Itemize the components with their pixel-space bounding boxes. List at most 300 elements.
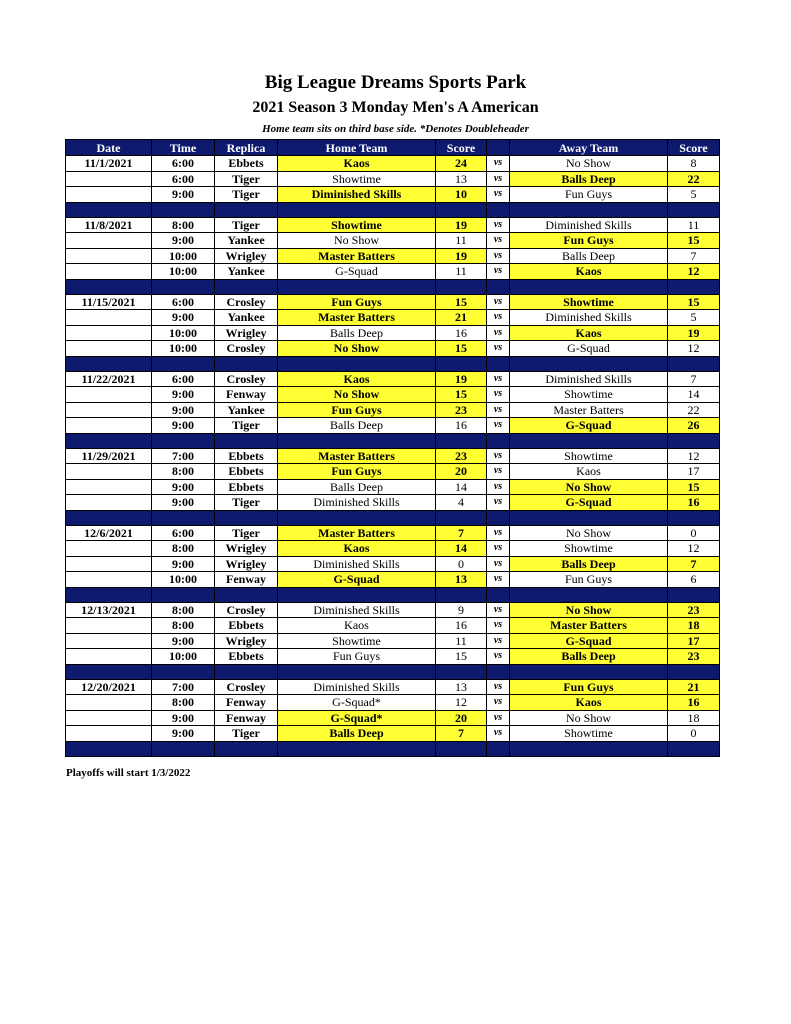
date-cell xyxy=(66,572,152,588)
separator-cell xyxy=(510,510,668,525)
table-row xyxy=(66,556,720,572)
time-cell: 10:00 xyxy=(152,325,215,341)
table-row xyxy=(66,495,720,511)
column-header-replica: Replica xyxy=(215,140,278,156)
home-score-cell: 15 xyxy=(436,294,487,310)
date-cell xyxy=(66,710,152,726)
time-cell: 6:00 xyxy=(152,294,215,310)
field-cell: Crosley xyxy=(215,294,278,310)
field-cell: Ebbets xyxy=(215,464,278,480)
away-team-cell: Kaos xyxy=(510,464,668,480)
home-score-cell: 19 xyxy=(436,371,487,387)
column-header-vs xyxy=(487,140,510,156)
date-cell xyxy=(66,418,152,434)
vs-label: vs xyxy=(487,325,510,341)
away-score-cell: 21 xyxy=(668,679,720,695)
vs-label: vs xyxy=(487,633,510,649)
home-score-cell: 14 xyxy=(436,479,487,495)
field-cell: Fenway xyxy=(215,695,278,711)
vs-label: vs xyxy=(487,264,510,280)
home-team-cell: Kaos xyxy=(278,541,436,557)
home-team-cell: Balls Deep xyxy=(278,418,436,434)
vs-label: vs xyxy=(487,572,510,588)
vs-label: vs xyxy=(487,695,510,711)
date-cell: 11/29/2021 xyxy=(66,448,152,464)
away-score-cell: 23 xyxy=(668,602,720,618)
date-cell xyxy=(66,248,152,264)
separator-cell xyxy=(487,433,510,448)
field-cell: Yankee xyxy=(215,310,278,326)
away-team-cell: Master Batters xyxy=(510,618,668,634)
vs-label: vs xyxy=(487,726,510,742)
separator-cell xyxy=(66,356,152,371)
separator-cell xyxy=(510,433,668,448)
table-row xyxy=(66,248,720,264)
vs-label: vs xyxy=(487,248,510,264)
column-header-date: Date xyxy=(66,140,152,156)
week-separator-row xyxy=(66,741,720,756)
home-score-cell: 11 xyxy=(436,233,487,249)
vs-label: vs xyxy=(487,418,510,434)
separator-cell xyxy=(487,279,510,294)
away-team-cell: G-Squad xyxy=(510,495,668,511)
page-title: Big League Dreams Sports Park xyxy=(264,72,527,93)
home-score-cell: 16 xyxy=(436,618,487,634)
away-team-cell: Fun Guys xyxy=(510,233,668,249)
vs-label: vs xyxy=(487,341,510,357)
date-cell xyxy=(66,387,152,403)
home-score-cell: 15 xyxy=(436,341,487,357)
table-row xyxy=(66,187,720,203)
separator-cell xyxy=(668,279,720,294)
away-score-cell: 7 xyxy=(668,556,720,572)
away-team-cell: Fun Guys xyxy=(510,679,668,695)
table-row xyxy=(66,525,720,541)
home-score-cell: 7 xyxy=(436,726,487,742)
field-cell: Wrigley xyxy=(215,248,278,264)
home-team-cell: G-Squad xyxy=(278,264,436,280)
schedule-table xyxy=(65,139,720,757)
away-team-cell: Balls Deep xyxy=(510,556,668,572)
vs-label: vs xyxy=(487,602,510,618)
table-row xyxy=(66,217,720,233)
home-team-cell: G-Squad* xyxy=(278,710,436,726)
time-cell: 6:00 xyxy=(152,525,215,541)
column-header-home-team: Home Team xyxy=(278,140,436,156)
vs-label: vs xyxy=(487,541,510,557)
table-row xyxy=(66,371,720,387)
away-score-cell: 12 xyxy=(668,448,720,464)
separator-cell xyxy=(436,433,487,448)
schedule-body xyxy=(66,156,720,757)
date-cell xyxy=(66,341,152,357)
vs-label: vs xyxy=(487,556,510,572)
date-cell xyxy=(66,495,152,511)
separator-cell xyxy=(278,202,436,217)
away-score-cell: 0 xyxy=(668,525,720,541)
separator-cell xyxy=(215,510,278,525)
home-score-cell: 11 xyxy=(436,633,487,649)
date-cell xyxy=(66,541,152,557)
field-cell: Tiger xyxy=(215,187,278,203)
separator-cell xyxy=(278,279,436,294)
home-score-cell: 7 xyxy=(436,525,487,541)
date-cell xyxy=(66,402,152,418)
home-team-cell: Fun Guys xyxy=(278,294,436,310)
vs-label: vs xyxy=(487,679,510,695)
home-score-cell: 15 xyxy=(436,649,487,665)
home-team-cell: Diminished Skills xyxy=(278,602,436,618)
separator-cell xyxy=(66,587,152,602)
separator-cell xyxy=(487,510,510,525)
table-row xyxy=(66,710,720,726)
week-separator-row xyxy=(66,587,720,602)
time-cell: 9:00 xyxy=(152,387,215,403)
table-row xyxy=(66,479,720,495)
separator-cell xyxy=(215,741,278,756)
vs-label: vs xyxy=(487,156,510,172)
vs-label: vs xyxy=(487,310,510,326)
away-score-cell: 22 xyxy=(668,402,720,418)
away-team-cell: Kaos xyxy=(510,264,668,280)
away-score-cell: 15 xyxy=(668,294,720,310)
home-team-cell: Kaos xyxy=(278,371,436,387)
away-team-cell: No Show xyxy=(510,710,668,726)
separator-cell xyxy=(215,433,278,448)
away-team-cell: Balls Deep xyxy=(510,649,668,665)
table-row xyxy=(66,695,720,711)
away-score-cell: 26 xyxy=(668,418,720,434)
date-cell xyxy=(66,171,152,187)
separator-cell xyxy=(668,510,720,525)
time-cell: 10:00 xyxy=(152,341,215,357)
separator-cell xyxy=(487,202,510,217)
separator-cell xyxy=(66,433,152,448)
week-separator-row xyxy=(66,664,720,679)
separator-cell xyxy=(510,202,668,217)
date-cell xyxy=(66,649,152,665)
time-cell: 6:00 xyxy=(152,171,215,187)
separator-cell xyxy=(668,587,720,602)
column-header-away-team: Away Team xyxy=(510,140,668,156)
away-score-cell: 22 xyxy=(668,171,720,187)
vs-label: vs xyxy=(487,294,510,310)
away-team-cell: Showtime xyxy=(510,294,668,310)
away-team-cell: Showtime xyxy=(510,448,668,464)
away-score-cell: 12 xyxy=(668,264,720,280)
field-cell: Fenway xyxy=(215,387,278,403)
away-team-cell: Diminished Skills xyxy=(510,310,668,326)
separator-cell xyxy=(215,279,278,294)
vs-label: vs xyxy=(487,371,510,387)
away-team-cell: Kaos xyxy=(510,695,668,711)
away-score-cell: 18 xyxy=(668,710,720,726)
date-cell xyxy=(66,556,152,572)
table-row xyxy=(66,264,720,280)
away-team-cell: Balls Deep xyxy=(510,171,668,187)
playoffs-note: Playoffs will start 1/3/2022 xyxy=(66,767,191,779)
field-cell: Wrigley xyxy=(215,556,278,572)
time-cell: 9:00 xyxy=(152,310,215,326)
date-cell: 12/13/2021 xyxy=(66,602,152,618)
away-score-cell: 12 xyxy=(668,341,720,357)
away-score-cell: 15 xyxy=(668,479,720,495)
week-separator-row xyxy=(66,279,720,294)
time-cell: 7:00 xyxy=(152,679,215,695)
home-score-cell: 19 xyxy=(436,248,487,264)
table-row xyxy=(66,387,720,403)
home-score-cell: 24 xyxy=(436,156,487,172)
away-score-cell: 5 xyxy=(668,187,720,203)
home-team-cell: Diminished Skills xyxy=(278,679,436,695)
home-team-cell: Showtime xyxy=(278,633,436,649)
time-cell: 6:00 xyxy=(152,371,215,387)
home-score-cell: 19 xyxy=(436,217,487,233)
vs-label: vs xyxy=(487,402,510,418)
time-cell: 8:00 xyxy=(152,217,215,233)
field-cell: Fenway xyxy=(215,572,278,588)
away-score-cell: 16 xyxy=(668,495,720,511)
table-row xyxy=(66,572,720,588)
table-row xyxy=(66,541,720,557)
time-cell: 10:00 xyxy=(152,572,215,588)
field-cell: Crosley xyxy=(215,679,278,695)
separator-cell xyxy=(152,433,215,448)
date-cell: 12/6/2021 xyxy=(66,525,152,541)
field-cell: Yankee xyxy=(215,402,278,418)
separator-cell xyxy=(510,279,668,294)
table-row xyxy=(66,171,720,187)
away-score-cell: 5 xyxy=(668,310,720,326)
time-cell: 6:00 xyxy=(152,156,215,172)
separator-cell xyxy=(487,664,510,679)
time-cell: 10:00 xyxy=(152,649,215,665)
table-row xyxy=(66,233,720,249)
field-cell: Tiger xyxy=(215,418,278,434)
home-team-cell: Balls Deep xyxy=(278,479,436,495)
home-score-cell: 13 xyxy=(436,679,487,695)
date-cell xyxy=(66,310,152,326)
home-score-cell: 23 xyxy=(436,402,487,418)
home-score-cell: 11 xyxy=(436,264,487,280)
time-cell: 8:00 xyxy=(152,464,215,480)
separator-cell xyxy=(152,510,215,525)
separator-cell xyxy=(152,587,215,602)
vs-label: vs xyxy=(487,448,510,464)
table-row xyxy=(66,679,720,695)
date-cell xyxy=(66,633,152,649)
time-cell: 9:00 xyxy=(152,556,215,572)
away-team-cell: Diminished Skills xyxy=(510,371,668,387)
home-team-cell: Fun Guys xyxy=(278,402,436,418)
vs-label: vs xyxy=(487,710,510,726)
home-team-cell: Master Batters xyxy=(278,448,436,464)
separator-cell xyxy=(510,741,668,756)
vs-label: vs xyxy=(487,187,510,203)
separator-cell xyxy=(436,356,487,371)
separator-cell xyxy=(436,587,487,602)
field-cell: Ebbets xyxy=(215,618,278,634)
separator-cell xyxy=(152,664,215,679)
home-team-cell: Kaos xyxy=(278,618,436,634)
separator-cell xyxy=(436,741,487,756)
time-cell: 9:00 xyxy=(152,233,215,249)
home-team-cell: No Show xyxy=(278,341,436,357)
field-cell: Crosley xyxy=(215,602,278,618)
time-cell: 9:00 xyxy=(152,402,215,418)
separator-cell xyxy=(510,587,668,602)
field-cell: Crosley xyxy=(215,341,278,357)
home-team-cell: Fun Guys xyxy=(278,464,436,480)
separator-cell xyxy=(152,202,215,217)
date-cell: 11/22/2021 xyxy=(66,371,152,387)
field-cell: Tiger xyxy=(215,495,278,511)
home-score-cell: 15 xyxy=(436,387,487,403)
home-team-cell: Showtime xyxy=(278,217,436,233)
field-cell: Tiger xyxy=(215,525,278,541)
separator-cell xyxy=(66,510,152,525)
separator-cell xyxy=(436,510,487,525)
table-row xyxy=(66,464,720,480)
date-cell xyxy=(66,233,152,249)
away-score-cell: 0 xyxy=(668,726,720,742)
home-score-cell: 13 xyxy=(436,171,487,187)
week-separator-row xyxy=(66,510,720,525)
field-cell: Tiger xyxy=(215,726,278,742)
away-team-cell: G-Squad xyxy=(510,418,668,434)
away-score-cell: 23 xyxy=(668,649,720,665)
separator-cell xyxy=(278,741,436,756)
separator-cell xyxy=(436,279,487,294)
separator-cell xyxy=(510,356,668,371)
away-team-cell: G-Squad xyxy=(510,341,668,357)
field-cell: Crosley xyxy=(215,371,278,387)
home-team-cell: G-Squad* xyxy=(278,695,436,711)
table-row xyxy=(66,341,720,357)
away-score-cell: 8 xyxy=(668,156,720,172)
field-cell: Yankee xyxy=(215,264,278,280)
table-row xyxy=(66,618,720,634)
separator-cell xyxy=(668,433,720,448)
away-team-cell: Showtime xyxy=(510,387,668,403)
home-score-cell: 14 xyxy=(436,541,487,557)
separator-cell xyxy=(436,664,487,679)
field-cell: Fenway xyxy=(215,710,278,726)
separator-cell xyxy=(215,664,278,679)
field-cell: Wrigley xyxy=(215,325,278,341)
separator-cell xyxy=(66,741,152,756)
time-cell: 8:00 xyxy=(152,618,215,634)
field-cell: Yankee xyxy=(215,233,278,249)
home-team-cell: Fun Guys xyxy=(278,649,436,665)
table-row xyxy=(66,310,720,326)
away-score-cell: 7 xyxy=(668,371,720,387)
away-score-cell: 19 xyxy=(668,325,720,341)
vs-label: vs xyxy=(487,479,510,495)
time-cell: 9:00 xyxy=(152,710,215,726)
separator-cell xyxy=(278,510,436,525)
home-team-cell: G-Squad xyxy=(278,572,436,588)
separator-cell xyxy=(487,356,510,371)
date-cell: 12/20/2021 xyxy=(66,679,152,695)
home-team-cell: Balls Deep xyxy=(278,726,436,742)
date-cell xyxy=(66,479,152,495)
away-team-cell: Showtime xyxy=(510,726,668,742)
away-team-cell: Kaos xyxy=(510,325,668,341)
vs-label: vs xyxy=(487,618,510,634)
away-score-cell: 16 xyxy=(668,695,720,711)
separator-cell xyxy=(510,664,668,679)
away-team-cell: Showtime xyxy=(510,541,668,557)
separator-cell xyxy=(215,202,278,217)
time-cell: 8:00 xyxy=(152,541,215,557)
away-team-cell: No Show xyxy=(510,479,668,495)
table-row xyxy=(66,726,720,742)
time-cell: 9:00 xyxy=(152,495,215,511)
table-row xyxy=(66,649,720,665)
separator-cell xyxy=(152,279,215,294)
table-row xyxy=(66,418,720,434)
date-cell xyxy=(66,695,152,711)
column-header-away-score: Score xyxy=(668,140,720,156)
week-separator-row xyxy=(66,433,720,448)
date-cell xyxy=(66,726,152,742)
vs-label: vs xyxy=(487,171,510,187)
separator-cell xyxy=(215,356,278,371)
home-team-cell: Kaos xyxy=(278,156,436,172)
home-score-cell: 9 xyxy=(436,602,487,618)
time-cell: 9:00 xyxy=(152,479,215,495)
home-score-cell: 21 xyxy=(436,310,487,326)
away-team-cell: Fun Guys xyxy=(510,572,668,588)
column-header-home-score: Score xyxy=(436,140,487,156)
vs-label: vs xyxy=(487,525,510,541)
home-score-cell: 13 xyxy=(436,572,487,588)
home-score-cell: 10 xyxy=(436,187,487,203)
home-team-cell: No Show xyxy=(278,387,436,403)
home-team-cell: Diminished Skills xyxy=(278,556,436,572)
separator-cell xyxy=(66,279,152,294)
vs-label: vs xyxy=(487,233,510,249)
date-cell xyxy=(66,187,152,203)
away-score-cell: 18 xyxy=(668,618,720,634)
away-team-cell: G-Squad xyxy=(510,633,668,649)
field-cell: Ebbets xyxy=(215,448,278,464)
table-row xyxy=(66,294,720,310)
separator-cell xyxy=(152,356,215,371)
vs-label: vs xyxy=(487,464,510,480)
separator-cell xyxy=(668,202,720,217)
date-cell xyxy=(66,618,152,634)
away-team-cell: No Show xyxy=(510,156,668,172)
home-team-cell: Master Batters xyxy=(278,248,436,264)
separator-cell xyxy=(278,664,436,679)
field-cell: Tiger xyxy=(215,217,278,233)
away-score-cell: 15 xyxy=(668,233,720,249)
away-team-cell: Balls Deep xyxy=(510,248,668,264)
vs-label: vs xyxy=(487,495,510,511)
field-cell: Wrigley xyxy=(215,633,278,649)
field-cell: Ebbets xyxy=(215,156,278,172)
away-team-cell: Diminished Skills xyxy=(510,217,668,233)
separator-cell xyxy=(66,664,152,679)
table-row xyxy=(66,325,720,341)
time-cell: 9:00 xyxy=(152,418,215,434)
away-team-cell: Master Batters xyxy=(510,402,668,418)
separator-cell xyxy=(668,664,720,679)
separator-cell xyxy=(487,741,510,756)
home-score-cell: 20 xyxy=(436,464,487,480)
